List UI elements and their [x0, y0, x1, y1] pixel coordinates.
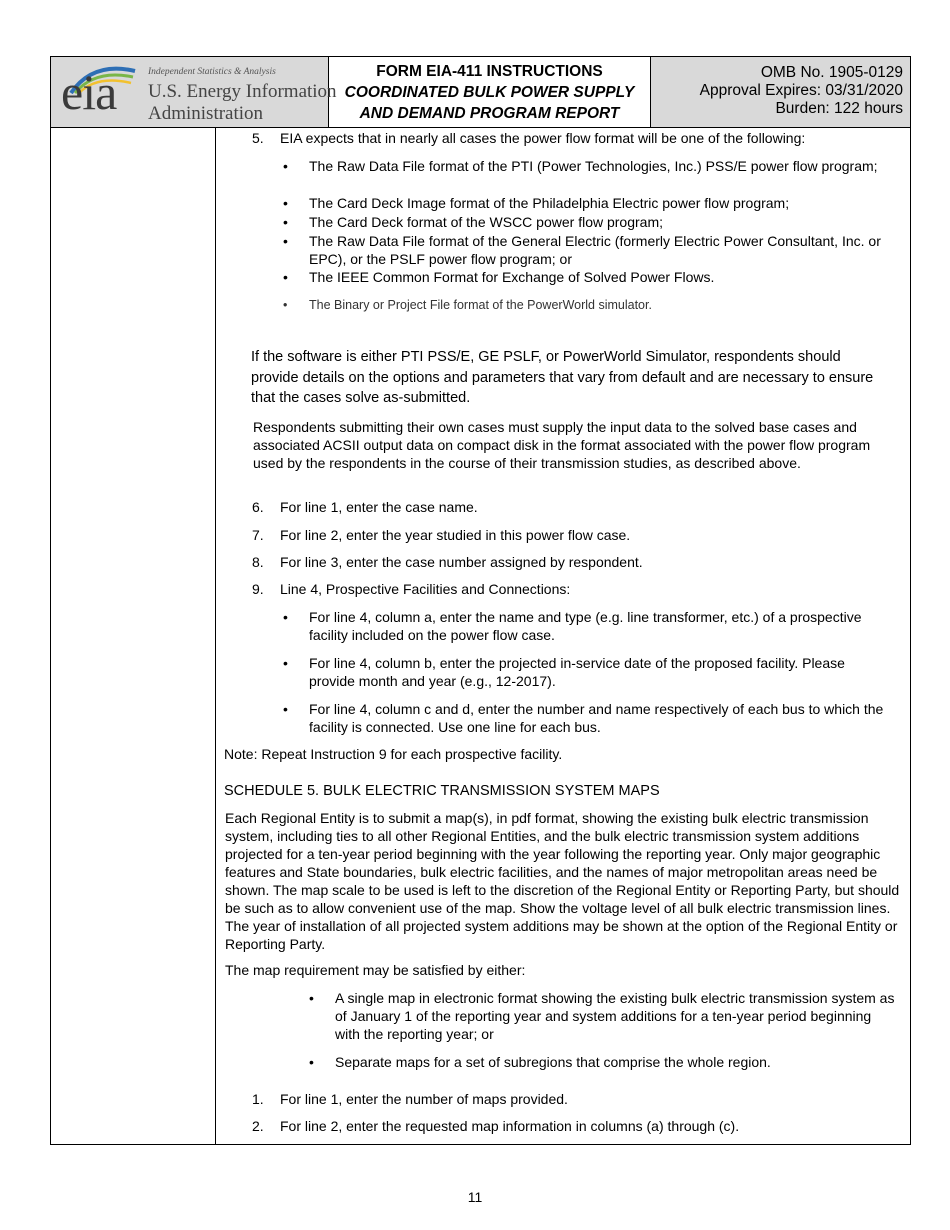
map-option-bullet: • Separate maps for a set of subregions that comprise the whole region.	[335, 1053, 771, 1071]
item-8-text: For line 3, enter the case number assigned by respondent.	[280, 554, 643, 570]
item-5-bullet: • The Card Deck Image format of the Philadelphia Electric power flow program;	[309, 194, 789, 212]
schedule-5-item-1-number: 1.	[252, 1091, 264, 1107]
item-6-number: 6.	[252, 499, 264, 515]
item-5-text: EIA expects that in nearly all cases the power flow format will be one of the following:	[280, 130, 806, 146]
eia-logo-org-line1: U.S. Energy Information	[148, 81, 337, 102]
item-5-number: 5.	[252, 130, 264, 146]
form-title-line2: COORDINATED BULK POWER SUPPLY	[344, 84, 635, 101]
respondents-paragraph: Respondents submitting their own cases must supply the input data to the solved base cases and associated ACSII output data on compact disk in the format associated with the power flow program used by the respondents in the course of their transmission studies, as described above.	[253, 419, 871, 471]
item-5-bullet: • The Binary or Project File format of the PowerWorld simulator.	[309, 296, 652, 314]
item-9-bullet: • For line 4, column a, enter the name and type (e.g. line transformer, etc.) of a prospective facility included on the power flow case.	[309, 608, 884, 644]
item-9-bullet: • For line 4, column c and d, enter the number and name respectively of each bus to which the facility is connected. Use one line for each bus.	[309, 700, 904, 736]
omb-number: OMB No. 1905-0129	[760, 64, 903, 81]
software-paragraph: If the software is either PTI PSS/E, GE PSLF, or PowerWorld Simulator, respondents should provide details on the options and parameters that vary from default and are necessary to ensure that the cases solve as-submitted.	[251, 349, 874, 406]
form-title	[329, 57, 651, 127]
eia-logo-org-line2: Administration	[148, 103, 264, 124]
form-header	[50, 56, 911, 128]
eia-logo-mark: eia	[61, 64, 117, 120]
schedule-5-item-2-number: 2.	[252, 1118, 264, 1134]
schedule-5-paragraph: Each Regional Entity is to submit a map(s), in pdf format, showing the existing bulk electric transmission system, including ties to all other Regional Entities, and the bulk electric transmission system additions projected for a ten-year period beginning with the year following the reporting year. Only major geographic features and State boundaries, bulk electric facilities, and the names of major metropolitan areas need be shown. The map scale to be used is left to the discretion of the Regional Entity or Reporting Party, but should be such as to allow convenient use of the map. Show the voltage level of all bulk electric transmission lines. The year of installation of all projected system additions may be shown at the option of the Regional Entity or Reporting Party.	[225, 810, 900, 952]
item-5-bullet: • The IEEE Common Format for Exchange of Solved Power Flows.	[309, 268, 714, 286]
schedule-5-heading: SCHEDULE 5. BULK ELECTRIC TRANSMISSION SYSTEM MAPS	[224, 783, 660, 799]
item-5-bullet: • The Card Deck format of the WSCC power flow program;	[309, 213, 663, 231]
item-5-bullet: • The Raw Data File format of the PTI (Power Technologies, Inc.) PSS/E power flow program;	[309, 157, 899, 175]
item-7-number: 7.	[252, 527, 264, 543]
item-5-bullet: • The Raw Data File format of the General Electric (formerly Electric Power Consultant, Inc. or EPC), or the PSLF power flow program; or	[309, 232, 904, 268]
burden-hours: Burden: 122 hours	[775, 100, 903, 117]
item-9-number: 9.	[252, 581, 264, 597]
omb-info	[651, 57, 910, 127]
map-requirement-text: The map requirement may be satisfied by either:	[225, 962, 526, 978]
item-9-text: Line 4, Prospective Facilities and Connections:	[280, 581, 571, 597]
item-9-bullet: • For line 4, column b, enter the projected in-service date of the proposed facility. Please provide month and year (e.g., 12-2017).	[309, 654, 884, 690]
left-column-divider	[215, 128, 216, 1144]
eia-logo	[51, 57, 337, 127]
schedule-5-item-2-text: For line 2, enter the requested map information in columns (a) through (c).	[280, 1118, 740, 1134]
item-8-number: 8.	[252, 554, 264, 570]
item-7-text: For line 2, enter the year studied in this power flow case.	[280, 527, 631, 543]
schedule-5-item-1-text: For line 1, enter the number of maps provided.	[280, 1091, 568, 1107]
eia-logo-tagline: Independent Statistics & Analysis	[148, 67, 276, 77]
approval-expires: Approval Expires: 03/31/2020	[699, 82, 903, 99]
note-text: Note: Repeat Instruction 9 for each prospective facility.	[224, 746, 563, 762]
page-number: 11	[467, 1189, 483, 1205]
form-title-line1: FORM EIA-411 INSTRUCTIONS	[376, 63, 603, 80]
map-option-bullet: • A single map in electronic format showing the existing bulk electric transmission system as of January 1 of the reporting year and system additions for a ten-year period beginning with the reporting year; or	[335, 989, 895, 1043]
item-6-text: For line 1, enter the case name.	[280, 499, 478, 515]
form-title-line3: AND DEMAND PROGRAM REPORT	[359, 105, 620, 122]
